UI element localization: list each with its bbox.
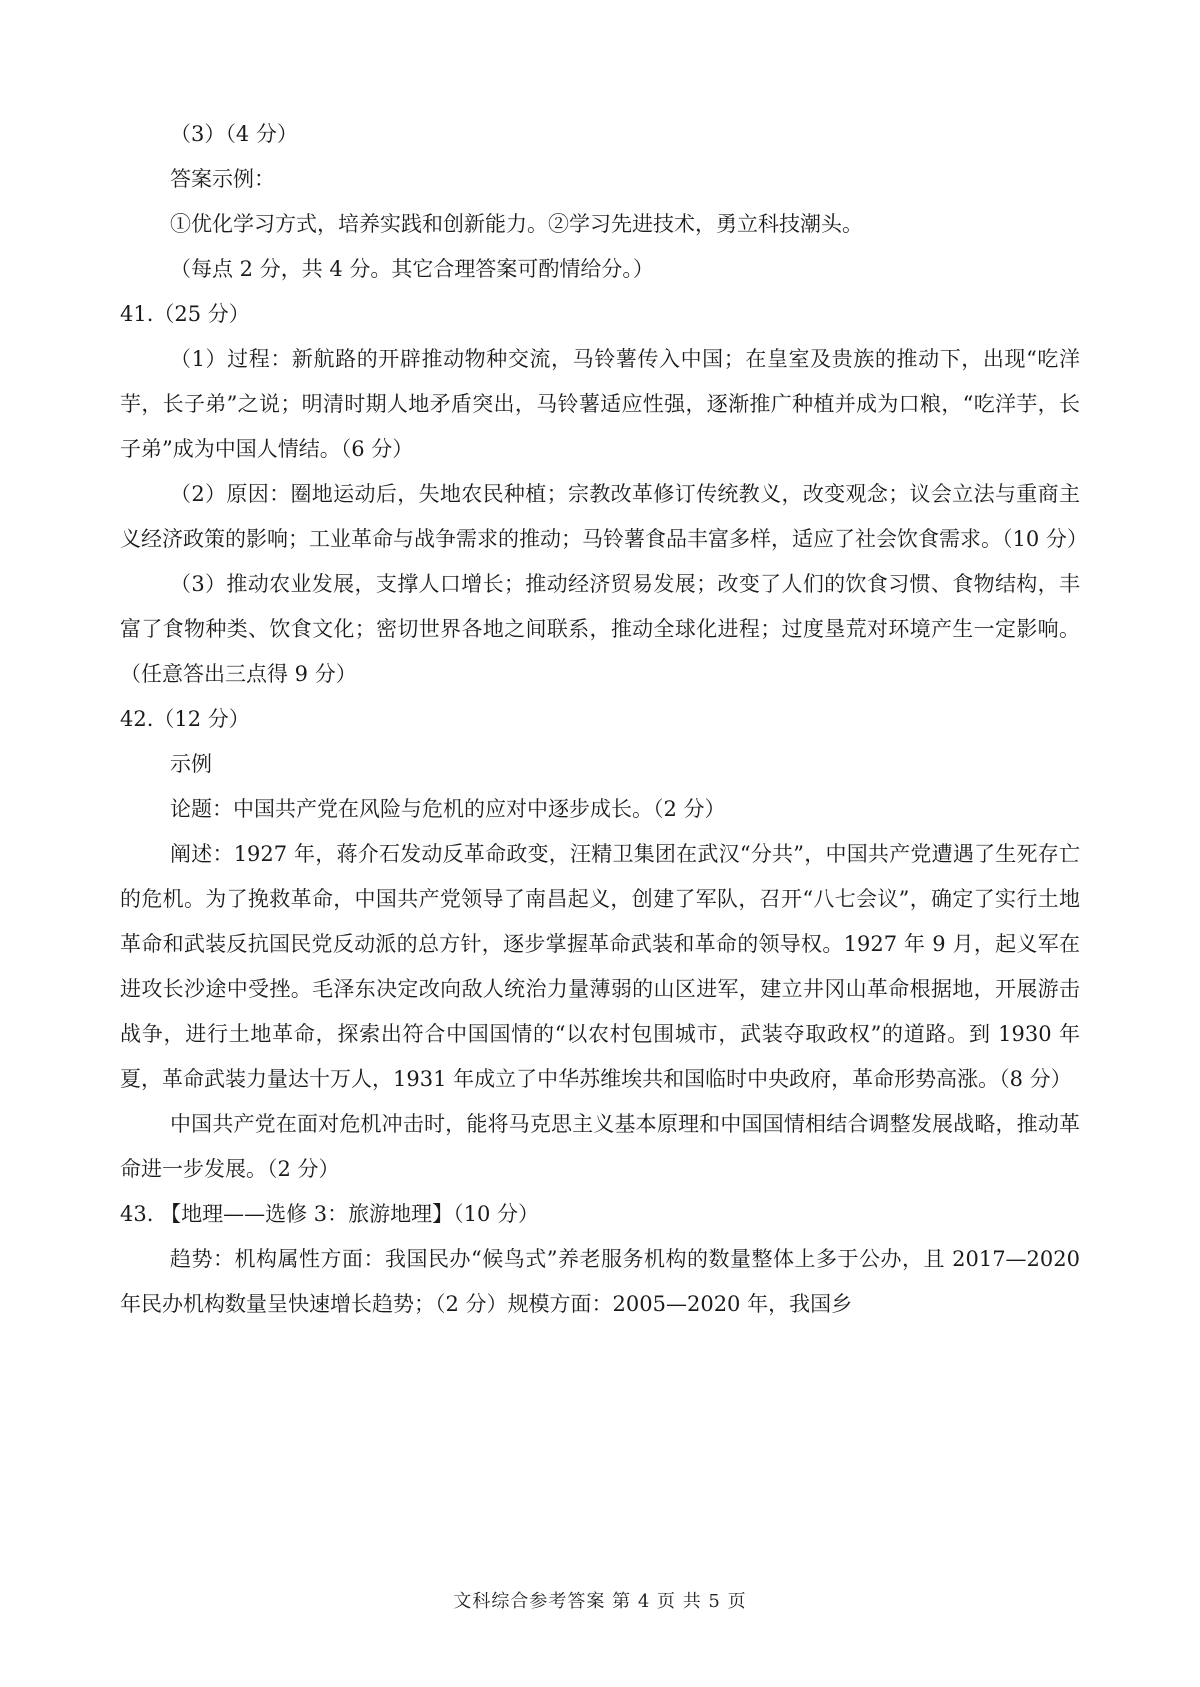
answer-line: （3）（4 分）: [170, 122, 298, 146]
answer-line: 示例: [170, 752, 212, 776]
question-heading: 42.（12 分）: [120, 707, 250, 731]
answer-paragraph: （3）推动农业发展，支撑人口增长；推动经济贸易发展；改变了人们的饮食习惯、食物结构，丰富了食物种类、饮食文化；密切世界各地之间联系，推动全球化进程；过度垦荒对环境产生一定影响。（任意答出三点得 9 分）: [120, 572, 1080, 686]
answer-content: [120, 112, 1088, 1327]
answer-line: （每点 2 分，共 4 分。其它合理答案可酌情给分。）: [170, 257, 654, 281]
page-footer: 文科综合参考答案 第 4 页 共 5 页: [453, 1591, 747, 1612]
answer-paragraph: （2）原因：圈地运动后，失地农民种植；宗教改革修订传统教义，改变观念；议会立法与重商主义经济政策的影响；工业革命与战争需求的推动；马铃薯食品丰富多样，适应了社会饮食需求。（10 分）: [120, 482, 1088, 551]
answer-line: 论题：中国共产党在风险与危机的应对中逐步成长。（2 分）: [170, 797, 726, 821]
answer-paragraph: 中国共产党在面对危机冲击时，能将马克思主义基本原理和中国国情相结合调整发展战略，推动革命进一步发展。（2 分）: [120, 1112, 1080, 1181]
answer-paragraph: 趋势：机构属性方面：我国民办“候鸟式”养老服务机构的数量整体上多于公办，且 2017—2020 年民办机构数量呈快速增长趋势；（2 分）规模方面：2005—2020 年，我国乡: [120, 1247, 1080, 1316]
question-heading: 43. 【地理——选修 3：旅游地理】（10 分）: [120, 1202, 540, 1226]
answer-line: ①优化学习方式，培养实践和创新能力。②学习先进技术，勇立科技潮头。: [170, 212, 863, 236]
answer-line: 答案示例：: [170, 167, 275, 191]
question-heading: 41.（25 分）: [120, 302, 250, 326]
answer-paragraph: 阐述：1927 年，蒋介石发动反革命政变，汪精卫集团在武汉“分共”，中国共产党遭遇了生死存亡的危机。为了挽救革命，中国共产党领导了南昌起义，创建了军队，召开“八七会议”，确定了实行土地革命和武装反抗国民党反动派的总方针，逐步掌握革命武装和革命的领导权。1927 年 9 月，起义军在进攻长沙途中受挫。毛泽东决定改向敌人统治力量薄弱的山区进军，建立井冈山革命根据地，开展游击战争，进行土地革命，探索出符合中国国情的“以农村包围城市，武装夺取政权”的道路。到 1930 年夏，革命武装力量达十万人，1931 年成立了中华苏维埃共和国临时中央政府，革命形势高涨。（8 分）: [120, 842, 1080, 1091]
answer-paragraph: （1）过程：新航路的开辟推动物种交流，马铃薯传入中国；在皇室及贵族的推动下，出现“吃洋芋，长子弟”之说；明清时期人地矛盾突出，马铃薯适应性强，逐渐推广种植并成为口粮，“吃洋芋，长子弟”成为中国人情结。（6 分）: [120, 347, 1080, 461]
